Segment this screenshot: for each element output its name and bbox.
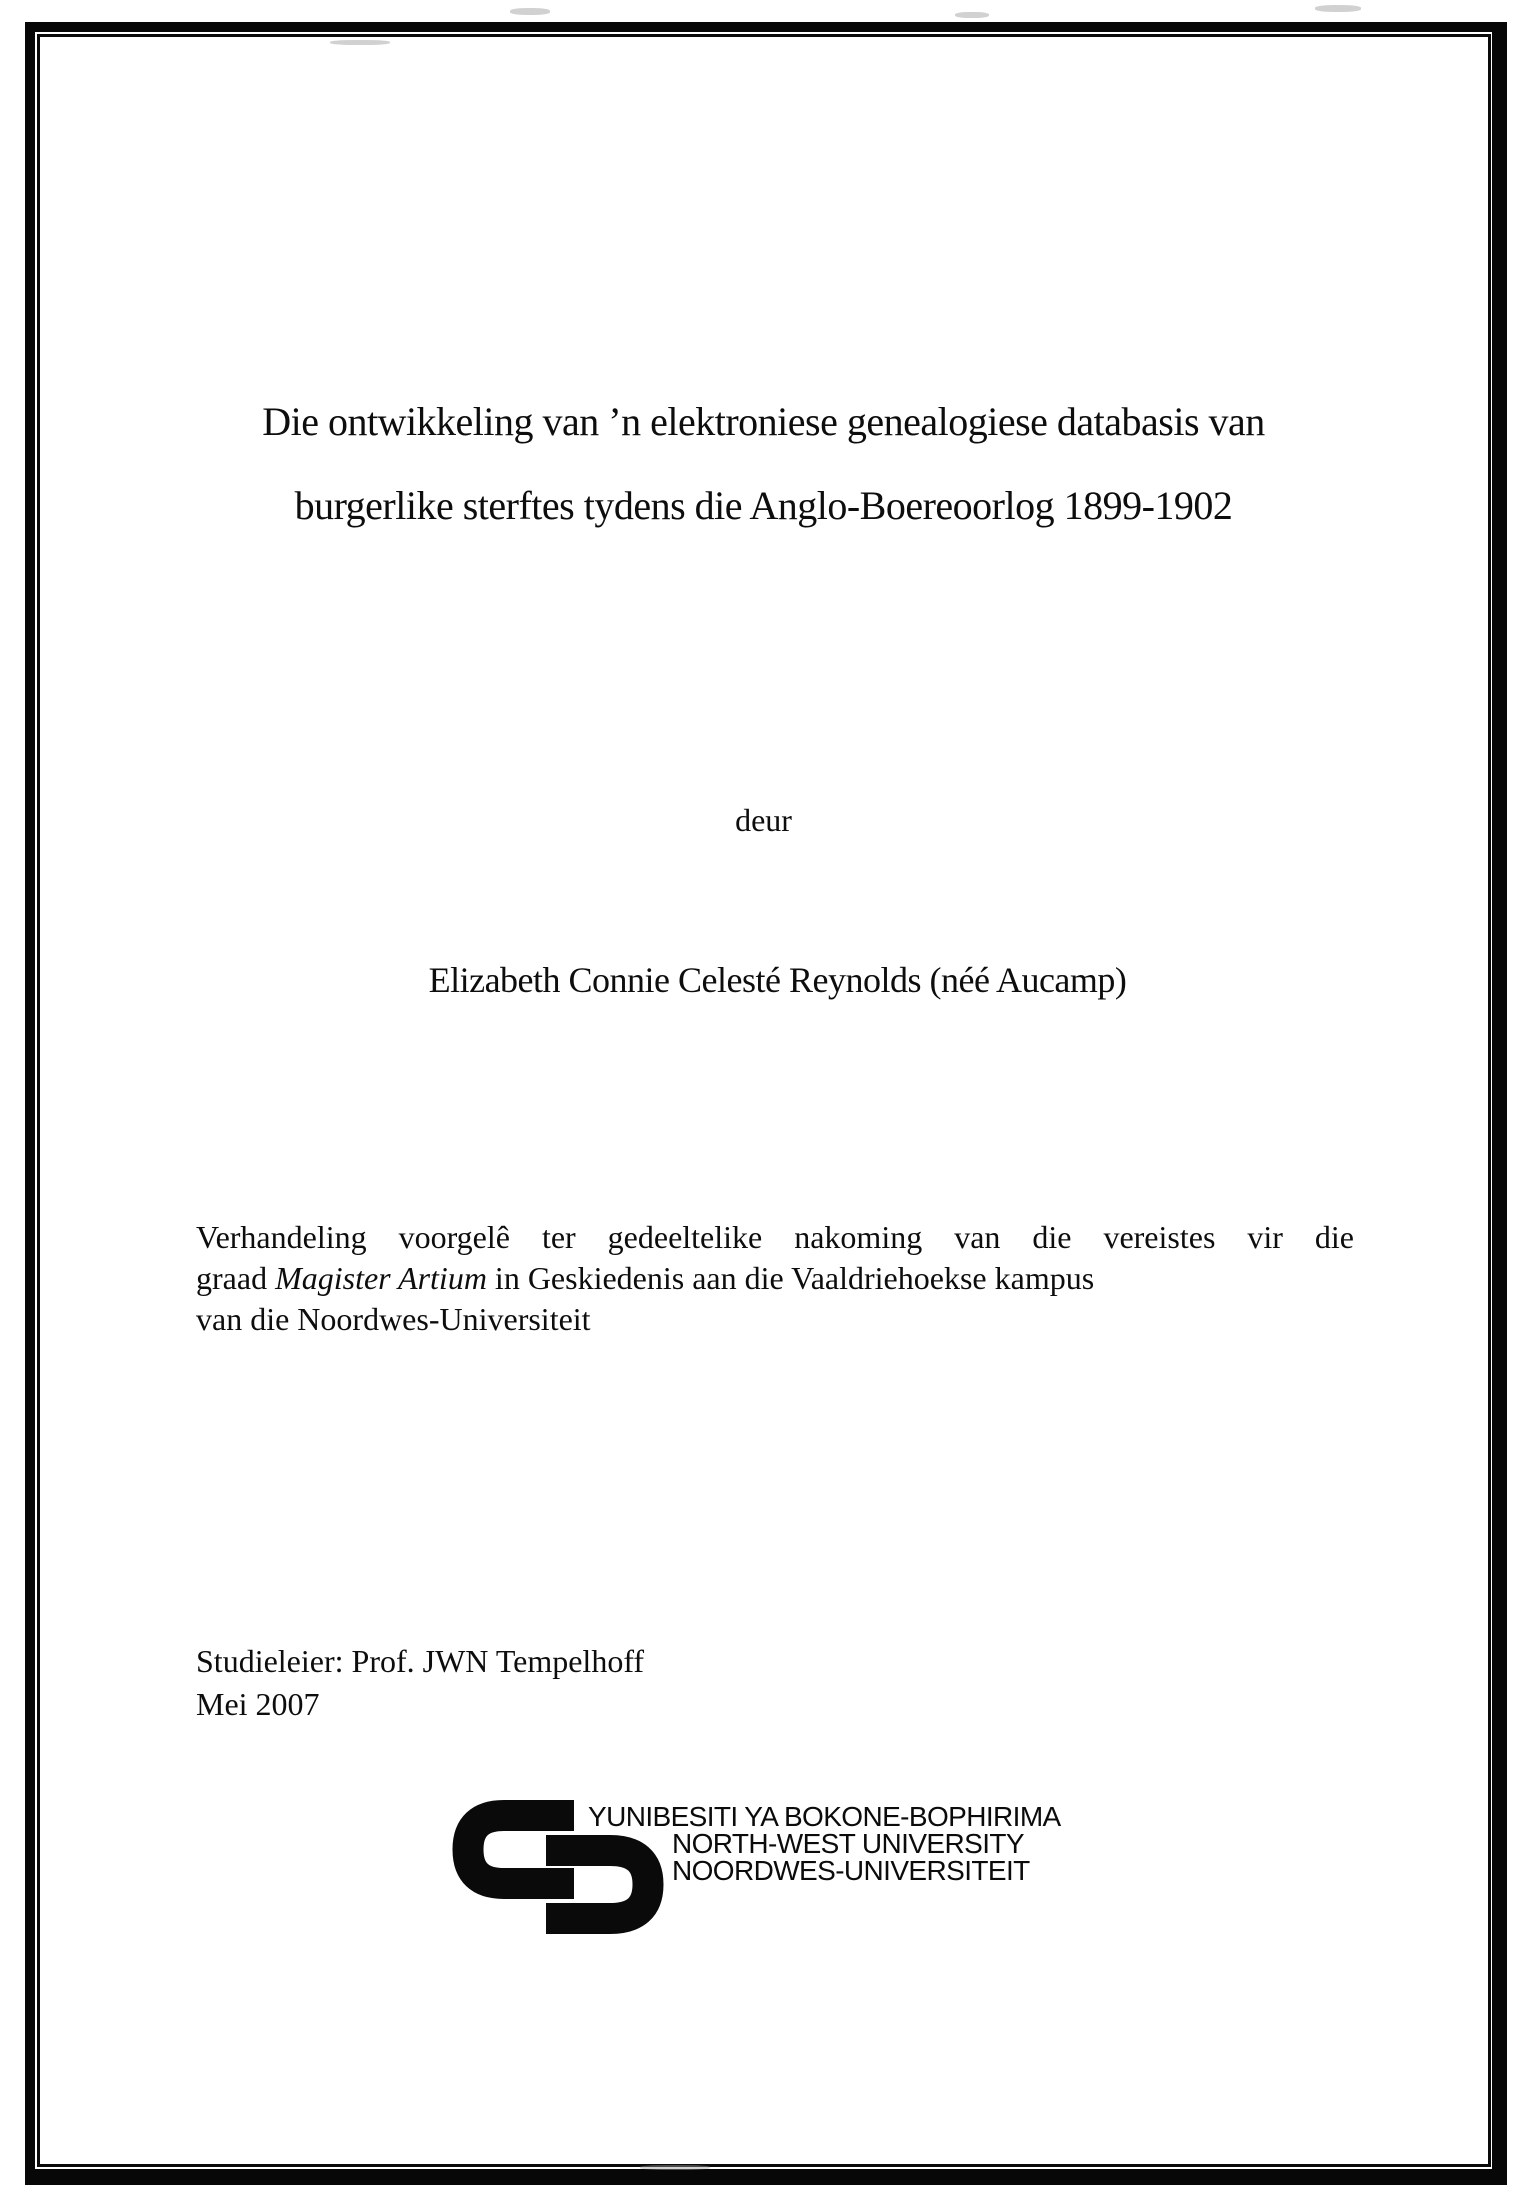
submission-line2-pre: graad [196, 1260, 276, 1296]
submission-line3: van die Noordwes-Universiteit [196, 1301, 591, 1337]
scan-smudge [1315, 5, 1361, 12]
submission-line1: Verhandeling voorgelê ter gedeeltelike nakoming van die vereistes vir die [196, 1219, 1354, 1255]
thesis-title-line1: Die ontwikkeling van ’n elektroniese genealogiese databasis van [262, 399, 1265, 444]
scan-smudge [510, 8, 550, 15]
scan-smudge [955, 12, 989, 18]
date-line: Mei 2007 [196, 1686, 320, 1722]
logo-line-english: NORTH-WEST UNIVERSITY [672, 1828, 1024, 1859]
degree-name: Magister Artium [275, 1260, 487, 1296]
thesis-title-line2: burgerlike sterftes tydens die Anglo-Boereoorlog 1899-1902 [294, 483, 1233, 528]
submission-line2 [196, 1258, 1354, 1299]
thesis-title [15, 380, 1512, 548]
author-name: Elizabeth Connie Celesté Reynolds (néé Aucamp) [428, 960, 1127, 1000]
scan-smudge [330, 40, 390, 45]
byline-label: deur [735, 802, 792, 838]
supervisor-block [196, 1640, 644, 1726]
supervisor-line: Studieleier: Prof. JWN Tempelhoff [196, 1643, 645, 1679]
logo-line-afrikaans: NOORDWES-UNIVERSITEIT [672, 1855, 1030, 1886]
logo-line-setswana: YUNIBESITI YA BOKONE-BOPHIRIMA [588, 1801, 1061, 1832]
university-logo-text [588, 1803, 1061, 1884]
submission-statement [196, 1217, 1354, 1340]
scan-smudge [640, 2165, 710, 2170]
submission-line2-post: in Geskiedenis aan die Vaaldriehoekse kampus [486, 1260, 1095, 1296]
